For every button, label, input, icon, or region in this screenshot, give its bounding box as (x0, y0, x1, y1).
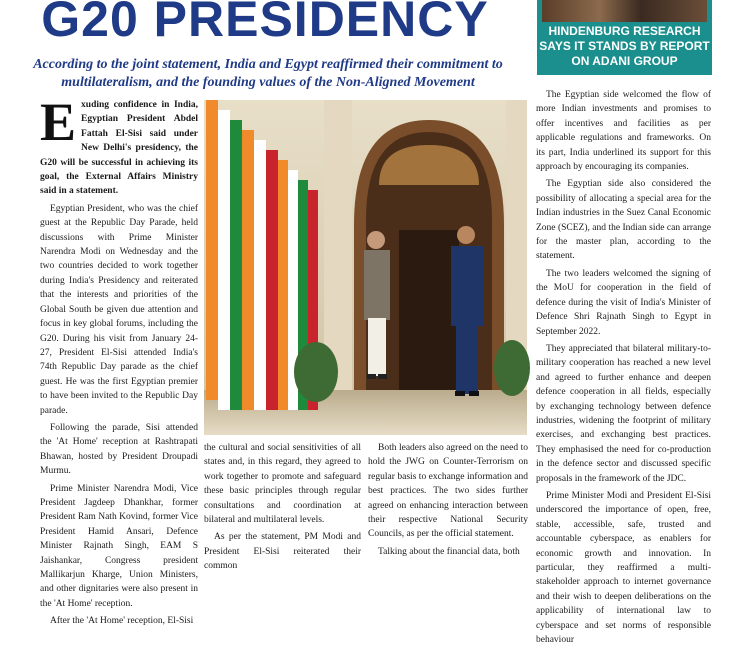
paragraph: After the 'At Home' reception, El-Sisi (50, 616, 194, 627)
article-column-1 (40, 92, 198, 632)
paragraph: As per the statement, PM Modi and President El-Sisi reiterated their common (204, 532, 361, 572)
paragraph: the cultural and social sensitivities of all states and, in this regard, they agreed to work together to promote and safeguard these basic principles through regular consultations and coordination at bilateral and multilateral levels. (204, 443, 361, 526)
teaser-photo (542, 0, 707, 22)
drop-cap: E (40, 92, 77, 152)
article-column-2 (204, 441, 361, 577)
leaders-walking-photo (204, 100, 527, 435)
paragraph: Both leaders also agreed on the need to hold the JWG on Counter-Terrorism on regular basis to exchange information and best practices. The two sides further agreed on enhancing interaction between their respective National Security Councils, as per the official statement. (368, 443, 528, 540)
lead-paragraph: xuding confidence in India, Egyptian President Abdel Fattah El-Sisi said under New Delhi's presidency, the G20 will be successful in achieving its goal, the External Affairs Ministry said in a statement. (40, 100, 198, 197)
subheadline: According to the joint statement, India and Egypt reaffirmed their commitment to multilateralism, and the founding values of the Non-Aligned Movement (33, 57, 503, 90)
paragraph: They appreciated that bilateral military-to-military cooperation has reached a new level and agreed to further enhance and deepen defence cooperation in all fields, especially by exchanging technology between defence industries, widening the footprint of military exercises, and exchanging best practices. They emphasised the need for co-production in the defence sector and discussed specific proposals in the framework of the JDC. (536, 343, 711, 484)
paragraph: The two leaders welcomed the signing of the MoU for cooperation in the field of defence during the visit of India's Minister of Defence Shri Rajnath Singh to Egypt in September 2022. (536, 268, 711, 337)
paragraph: Egyptian President, who was the chief guest at the Republic Day Parade, held discussions with Prime Minister Narendra Modi on Wednesday and the two countries decided to work together during India's Presidency and reiterated that the interests and priorities of the Global South be given due attention and focus in key global forums, including the G20. During his visit from January 24-27, President El-Sisi attended India's 74th Republic Day parade as the chief guest. He was the first Egyptian premier to have been invited to the Republic Day parade. (40, 203, 198, 416)
teaser-box[interactable] (537, 0, 712, 75)
paragraph: The Egyptian side also considered the possibility of allocating a special area for the Indian industries in the Suez Canal Economic Zone (SCEZ), and the Indian side can arrange for the master plan, according to the statement. (536, 179, 711, 262)
paragraph: Prime Minister Narendra Modi, Vice President Jagdeep Dhankhar, former President Ram Nath Kovind, former Vice President Hamid Ansari, Defence Minister Rajnath Singh, EAM S Jaishankar, Congress president Mallikarjun Kharge, Union Ministers, and other dignitaries were also present in the 'At Home' reception. (40, 483, 198, 609)
article-column-3 (368, 441, 528, 562)
article-column-4 (536, 88, 711, 650)
paragraph: Prime Minister Modi and President El-Sisi underscored the importance of open, free, stable, accessible, safe, trusted and accountable cyberspace, as enablers for economic growth and innovation. In particular, they reaffirmed a multi-stakeholder approach to internet governance and their wish to deepen deliberations on the applicability of international law to cyberspace and set norms of responsible behaviour (536, 490, 711, 646)
headline: G20 PRESIDENCY (41, 0, 489, 47)
article-photo (204, 100, 527, 435)
teaser-headline[interactable]: HINDENBURG RESEARCH SAYS IT STANDS BY REPORT ON ADANI GROUP (539, 24, 710, 68)
paragraph: Talking about the financial data, both (378, 546, 520, 557)
paragraph: The Egyptian side welcomed the flow of more Indian investments and promises to offer incentives and facilities as per applicable regulations and frameworks. On its part, India underlined its support for this approach by encouraging its companies. (536, 90, 711, 173)
paragraph: Following the parade, Sisi attended the 'At Home' reception at Rashtrapati Bhawan, hosted by President Droupadi Murmu. (40, 422, 198, 477)
